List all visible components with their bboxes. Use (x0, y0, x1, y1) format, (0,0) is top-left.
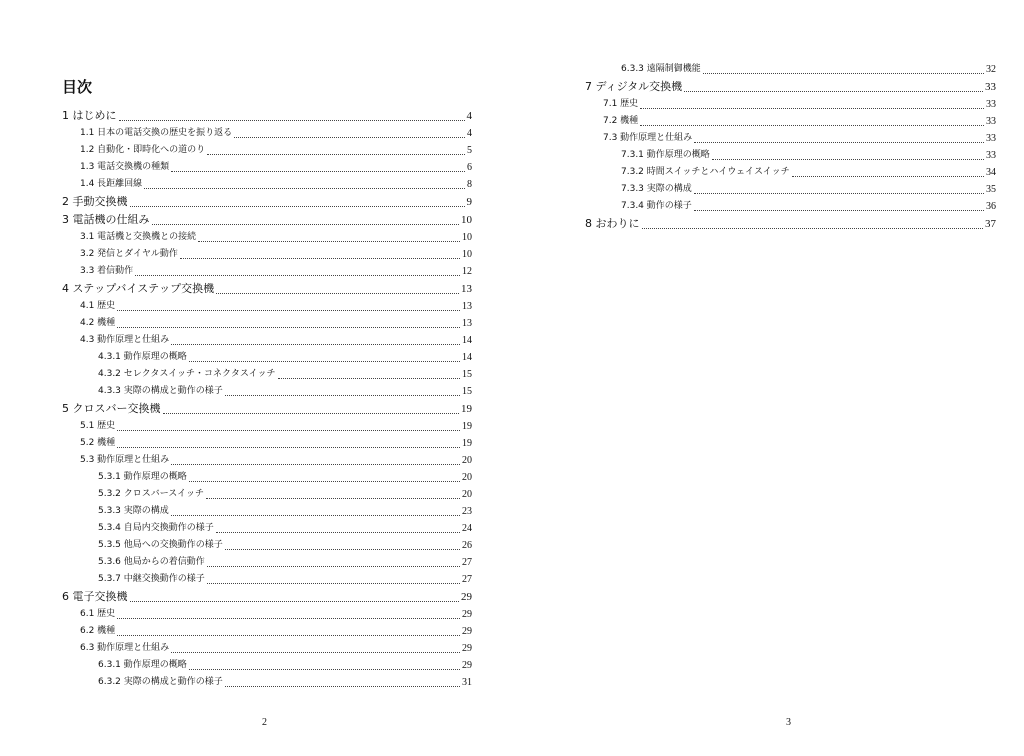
toc-entry-page: 15 (462, 386, 472, 397)
toc-entry[interactable] (62, 571, 472, 588)
toc-entry-label: 5.3.1 動作原理の概略 (98, 472, 187, 482)
toc-entry-page: 29 (462, 609, 472, 620)
toc-entry-page: 20 (462, 455, 472, 466)
toc-entry-page: 10 (462, 232, 472, 243)
toc-entry-page: 10 (462, 249, 472, 260)
dot-leader (130, 601, 460, 602)
toc-entry-label: 5.3.3 実際の構成 (98, 506, 169, 516)
toc-entry-page: 19 (462, 438, 472, 449)
toc-entry-label: 6.2 機種 (80, 626, 116, 636)
dot-leader (171, 171, 465, 172)
toc-entry[interactable] (62, 315, 472, 332)
dot-leader (119, 120, 465, 121)
toc-entry-label: 4 ステップバイステップ交換機 (62, 282, 215, 295)
dot-leader (225, 395, 460, 396)
toc-entry-page: 26 (462, 540, 472, 551)
toc-entry[interactable] (62, 606, 472, 623)
toc-entry-page: 24 (462, 523, 472, 534)
toc-list-right (585, 61, 996, 233)
dot-leader (189, 361, 460, 362)
toc-entry[interactable] (62, 400, 472, 418)
toc-title: 目次 (62, 78, 93, 96)
dot-leader (144, 188, 465, 189)
toc-entry[interactable] (62, 418, 472, 435)
dot-leader (171, 515, 460, 516)
toc-entry[interactable] (62, 159, 472, 176)
dot-leader (278, 378, 460, 379)
toc-entry-label: 4.3 動作原理と仕組み (80, 335, 170, 345)
toc-entry-label: 1.3 電話交換機の種類 (80, 162, 170, 172)
dot-leader (117, 447, 460, 448)
toc-entry-label: 7.3.1 動作原理の概略 (621, 150, 710, 160)
toc-entry-page: 32 (986, 64, 996, 75)
toc-entry-page: 29 (462, 660, 472, 671)
dot-leader (712, 159, 984, 160)
toc-entry[interactable] (62, 674, 472, 691)
toc-entry[interactable] (62, 435, 472, 452)
toc-entry[interactable] (62, 366, 472, 383)
toc-entry-label: 4.3.3 実際の構成と動作の様子 (98, 386, 223, 396)
dot-leader (206, 498, 460, 499)
dot-leader (189, 481, 460, 482)
toc-entry-label: 7.1 歴史 (603, 99, 639, 109)
toc-entry-page: 33 (986, 150, 996, 161)
dot-leader (703, 73, 984, 74)
toc-entry[interactable] (62, 640, 472, 657)
toc-entry-page: 5 (467, 145, 472, 156)
toc-entry-label: 3 電話機の仕組み (62, 213, 150, 226)
toc-entry-page: 20 (462, 489, 472, 500)
toc-entry[interactable] (62, 554, 472, 571)
toc-entry-label: 6.1 歴史 (80, 609, 116, 619)
toc-entry-label: 7.2 機種 (603, 116, 639, 126)
toc-entry[interactable] (585, 61, 996, 78)
page-number-left: 2 (262, 717, 267, 728)
toc-entry-page: 35 (986, 184, 996, 195)
toc-entry-label: 1.4 長距離回線 (80, 179, 143, 189)
toc-entry-page: 34 (986, 167, 996, 178)
toc-entry-page: 23 (462, 506, 472, 517)
toc-entry-label: 4.3.2 セレクタスイッチ・コネクタスイッチ (98, 369, 276, 379)
toc-entry-label: 5.3.5 他局への交換動作の様子 (98, 540, 223, 550)
dot-leader (171, 464, 460, 465)
toc-entry[interactable] (62, 486, 472, 503)
toc-entry[interactable] (62, 280, 472, 298)
toc-entry-label: 5.3.6 他局からの着信動作 (98, 557, 205, 567)
toc-entry-page: 4 (467, 128, 472, 139)
toc-entry-page: 12 (462, 266, 472, 277)
toc-entry-page: 6 (467, 162, 472, 173)
toc-entry[interactable] (585, 215, 996, 233)
toc-entry[interactable] (62, 520, 472, 537)
toc-entry-label: 6.3.1 動作原理の概略 (98, 660, 187, 670)
toc-entry[interactable] (62, 623, 472, 640)
toc-entry-label: 7.3 動作原理と仕組み (603, 133, 693, 143)
toc-entry[interactable] (585, 130, 996, 147)
toc-entry-page: 19 (462, 421, 472, 432)
toc-entry-label: 3.3 着信動作 (80, 266, 134, 276)
toc-entry-label: 4.2 機種 (80, 318, 116, 328)
toc-entry[interactable] (62, 469, 472, 486)
toc-entry-page: 37 (985, 218, 996, 230)
toc-entry[interactable] (585, 147, 996, 164)
dot-leader (207, 566, 460, 567)
dot-leader (225, 686, 460, 687)
toc-entry-page: 29 (462, 626, 472, 637)
toc-entry-label: 5.3.4 自局内交換動作の様子 (98, 523, 214, 533)
dot-leader (640, 108, 984, 109)
dot-leader (135, 275, 460, 276)
toc-entry[interactable] (62, 263, 472, 280)
toc-entry-label: 5.1 歴史 (80, 421, 116, 431)
dot-leader (152, 224, 460, 225)
toc-entry[interactable] (62, 229, 472, 246)
toc-entry[interactable] (62, 193, 472, 211)
toc-entry[interactable] (62, 125, 472, 142)
toc-entry-page: 36 (986, 201, 996, 212)
toc-entry-page: 20 (462, 472, 472, 483)
toc-entry-label: 7 ディジタル交換機 (585, 80, 683, 93)
toc-entry-label: 7.3.4 動作の様子 (621, 201, 692, 211)
toc-entry-label: 2 手動交換機 (62, 195, 128, 208)
toc-entry-label: 3.1 電話機と交換機との接続 (80, 232, 197, 242)
toc-entry[interactable] (62, 142, 472, 159)
toc-entry-page: 13 (462, 301, 472, 312)
toc-entry-page: 13 (461, 283, 472, 295)
dot-leader (216, 532, 460, 533)
toc-entry-label: 5.3.2 クロスバースイッチ (98, 489, 204, 499)
toc-entry-page: 14 (462, 352, 472, 363)
toc-entry-label: 7.3.3 実際の構成 (621, 184, 692, 194)
toc-entry-page: 4 (466, 110, 472, 122)
toc-entry[interactable] (62, 176, 472, 193)
dot-leader (198, 241, 460, 242)
dot-leader (640, 125, 984, 126)
toc-entry[interactable] (62, 383, 472, 400)
toc-entry[interactable] (62, 107, 472, 125)
toc-entry[interactable] (62, 211, 472, 229)
toc-entry[interactable] (62, 298, 472, 315)
dot-leader (180, 258, 460, 259)
toc-entry-label: 6.3.2 実際の構成と動作の様子 (98, 677, 223, 687)
toc-entry-label: 6 電子交換機 (62, 590, 128, 603)
toc-entry-page: 29 (462, 643, 472, 654)
dot-leader (117, 430, 460, 431)
toc-entry-page: 8 (467, 179, 472, 190)
toc-entry-label: 1.1 日本の電話交換の歴史を振り返る (80, 128, 233, 138)
toc-entry[interactable] (585, 78, 996, 96)
dot-leader (694, 210, 984, 211)
toc-entry-page: 33 (986, 116, 996, 127)
toc-entry-label: 1 はじめに (62, 109, 117, 122)
toc-entry-label: 7.3.2 時間スイッチとハイウェイスイッチ (621, 167, 790, 177)
toc-entry-page: 27 (462, 574, 472, 585)
toc-entry[interactable] (62, 246, 472, 263)
dot-leader (189, 669, 460, 670)
dot-leader (117, 310, 460, 311)
toc-entry-label: 3.2 発信とダイヤル動作 (80, 249, 178, 259)
toc-entry[interactable] (62, 537, 472, 554)
toc-entry-label: 5 クロスバー交換機 (62, 402, 161, 415)
toc-entry[interactable] (62, 349, 472, 366)
dot-leader (642, 228, 984, 229)
dot-leader (207, 154, 465, 155)
dot-leader (694, 142, 984, 143)
toc-entry-page: 13 (462, 318, 472, 329)
toc-entry[interactable] (585, 113, 996, 130)
dot-leader (234, 137, 465, 138)
dot-leader (117, 618, 460, 619)
dot-leader (171, 344, 460, 345)
page-number-right: 3 (786, 717, 791, 728)
toc-entry-page: 14 (462, 335, 472, 346)
dot-leader (207, 583, 460, 584)
toc-entry[interactable] (585, 164, 996, 181)
dot-leader (216, 293, 459, 294)
toc-entry-page: 31 (462, 677, 472, 688)
toc-entry[interactable] (585, 198, 996, 215)
toc-entry-page: 9 (466, 196, 472, 208)
dot-leader (694, 193, 984, 194)
toc-entry-page: 10 (461, 214, 472, 226)
toc-entry-page: 33 (986, 99, 996, 110)
toc-entry[interactable] (62, 588, 472, 606)
dot-leader (684, 91, 983, 92)
dot-leader (163, 413, 460, 414)
toc-entry-label: 4.1 歴史 (80, 301, 116, 311)
toc-entry-page: 29 (461, 591, 472, 603)
toc-list-left (62, 107, 472, 691)
toc-entry-label: 8 おわりに (585, 217, 640, 230)
toc-entry[interactable] (62, 332, 472, 349)
toc-entry-label: 1.2 自動化・即時化への道のり (80, 145, 206, 155)
toc-entry-label: 6.3.3 遠隔制御機能 (621, 64, 701, 74)
toc-entry[interactable] (62, 657, 472, 674)
toc-entry-label: 5.3.7 中継交換動作の様子 (98, 574, 205, 584)
toc-entry-page: 33 (985, 81, 996, 93)
toc-entry[interactable] (62, 452, 472, 469)
dot-leader (792, 176, 984, 177)
toc-entry[interactable] (62, 503, 472, 520)
toc-entry[interactable] (585, 181, 996, 198)
toc-entry-page: 33 (986, 133, 996, 144)
dot-leader (225, 549, 460, 550)
toc-entry-label: 5.3 動作原理と仕組み (80, 455, 170, 465)
toc-entry-label: 5.2 機種 (80, 438, 116, 448)
toc-entry-label: 6.3 動作原理と仕組み (80, 643, 170, 653)
toc-entry-page: 15 (462, 369, 472, 380)
right-page (512, 0, 1024, 756)
toc-entry-page: 19 (461, 403, 472, 415)
toc-entry[interactable] (585, 96, 996, 113)
dot-leader (117, 635, 460, 636)
toc-entry-page: 27 (462, 557, 472, 568)
toc-entry-label: 4.3.1 動作原理の概略 (98, 352, 187, 362)
dot-leader (171, 652, 460, 653)
dot-leader (130, 206, 465, 207)
dot-leader (117, 327, 460, 328)
